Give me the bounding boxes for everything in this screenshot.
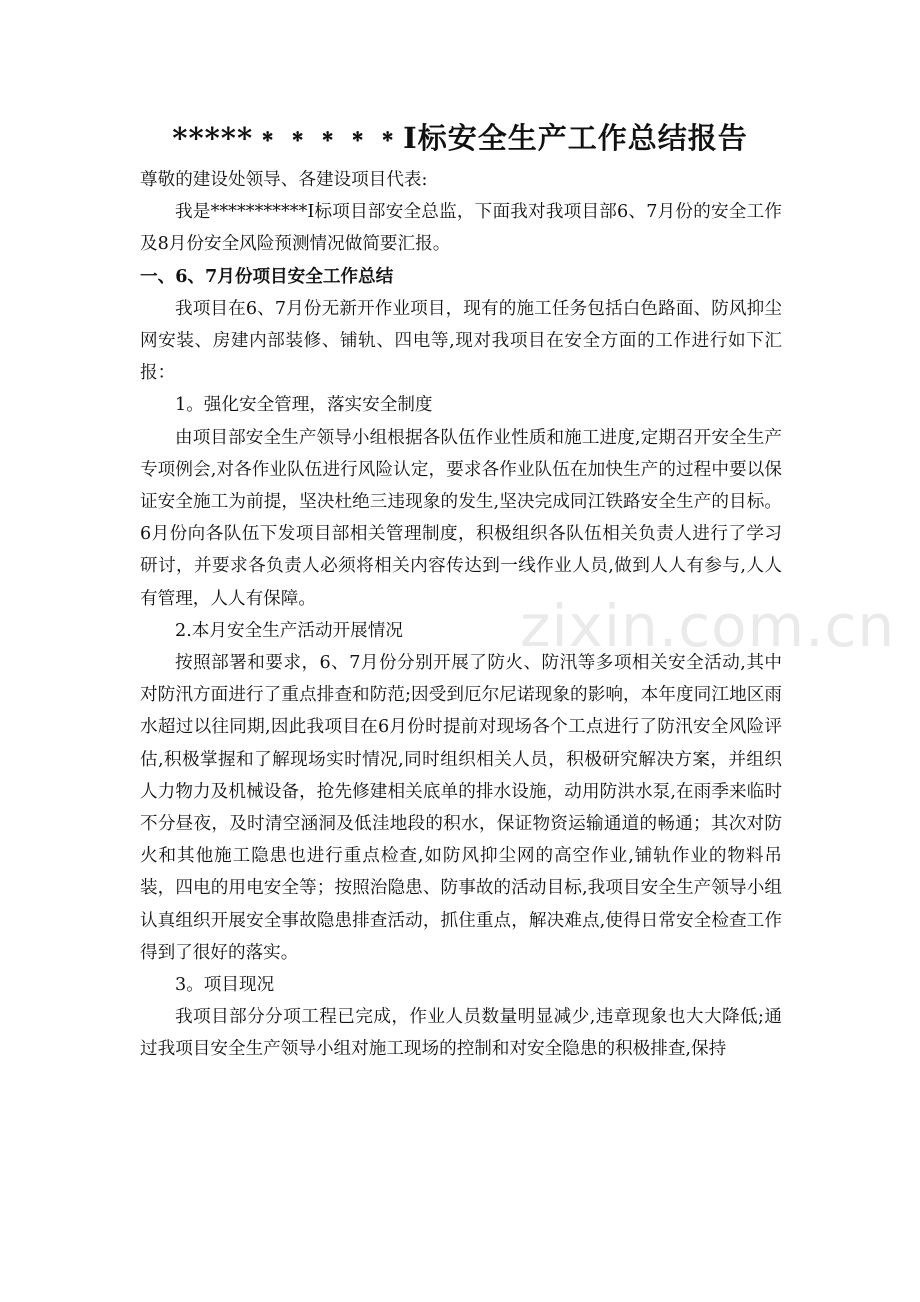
document-body xyxy=(140,164,782,1066)
subheading-3: 3。项目现况 xyxy=(175,975,275,996)
salutation: 尊敬的建设处领导、各建设项目代表: xyxy=(140,170,428,190)
body-paragraph: 我项目在6、7月份无新开作业项目，现有的施工任务包括白色路面、防风抑尘网安装、房建内部装修、铺轨、四电等,现对我项目在安全方面的工作进行如下汇报： xyxy=(140,298,782,384)
body-paragraph: 我项目部分分项工程已完成，作业人员数量明显减少,违章现象也大大降低;通过我项目安全生产领导小组对施工现场的控制和对安全隐患的积极排查,保持 xyxy=(140,1007,782,1060)
document-title: *****﹡﹡﹡﹡﹡I标安全生产工作总结报告 xyxy=(172,121,748,155)
subheading-1: 1。强化安全管理，落实安全制度 xyxy=(175,395,433,416)
section-heading-1: 一、6、7月份项目安全工作总结 xyxy=(140,265,394,287)
intro-paragraph: 我是***********I标项目部安全总监，下面我对我项目部6、7月份的安全工作及8月份安全风险预测情况做简要汇报。 xyxy=(140,202,782,255)
body-paragraph: 按照部署和要求，6、7月份分别开展了防火、防汛等多项相关安全活动,其中对防汛方面进行了重点排查和防范;因受到厄尔尼诺现象的影响，本年度同江地区雨水超过以往同期,因此我项目在6月份时提前对现场各个工点进行了防汛安全风险评估,积极掌握和了解现场实时情况,同时组织相关人员，积极研究解决方案，并组织人力物力及机械设备，抢先修建相关底单的排水设施，动用防洪水泵,在雨季来临时不分昼夜，及时清空涵洞及低洼地段的积水，保证物资运输通道的畅通；其次对防火和其他施工隐患也进行重点检查,如防风抑尘网的高空作业,铺轨作业的物料吊装，四电的用电安全等；按照治隐患、防事故的活动目标,我项目安全生产领导小组认真组织开展安全事故隐患排查活动，抓住重点，解决难点,使得日常安全检查工作得到了很好的落实。 xyxy=(140,653,782,963)
body-paragraph: 由项目部安全生产领导小组根据各队伍作业性质和施工进度,定期召开安全生产专项例会,对各作业队伍进行风险认定，要求各作业队伍在加快生产的过程中要以保证安全施工为前提，坚决杜绝三违现象的发生,坚决完成同江铁路安全生产的目标。6月份向各队伍下发项目部相关管理制度，积极组织各队伍相关负责人进行了学习研讨，并要求各负责人必须将相关内容传达到一线作业人员,做到人人有参与,人人有管理，人人有保障。 xyxy=(140,427,782,609)
subheading-2: 2.本月安全生产活动开展情况 xyxy=(175,620,403,641)
watermark: zixin.com.cn xyxy=(520,592,896,660)
